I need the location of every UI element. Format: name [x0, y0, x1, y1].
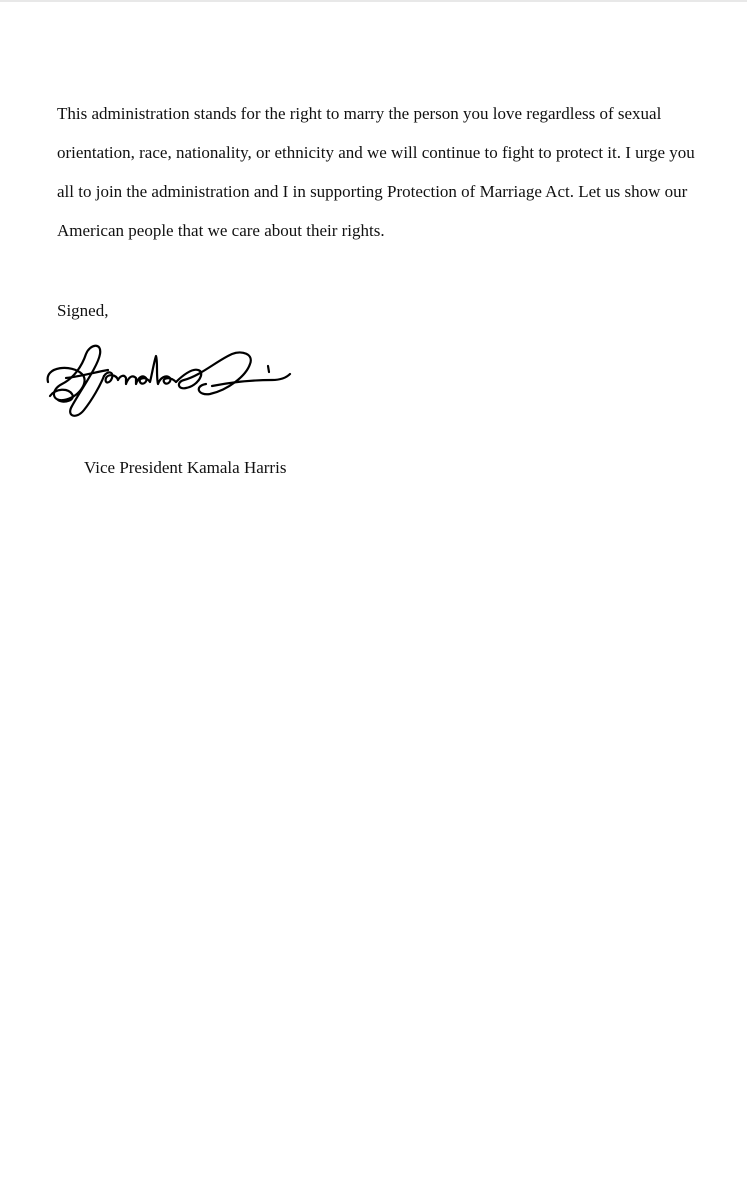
body-line: This administration stands for the right to marry the person you love regardless of sexual [57, 104, 662, 123]
signature-icon [42, 336, 302, 426]
closing-salutation: Signed, [57, 301, 109, 320]
body-line: orientation, race, nationality, or ethnicity and we will continue to fight to protect it. I urge you [57, 143, 695, 162]
body-paragraph [57, 96, 695, 252]
body-line: American people that we care about their rights. [57, 221, 385, 240]
signer-name: Vice President Kamala Harris [84, 458, 287, 477]
page-top-border [0, 0, 747, 2]
body-line: all to join the administration and I in supporting Protection of Marriage Act. Let us show our [57, 182, 688, 201]
